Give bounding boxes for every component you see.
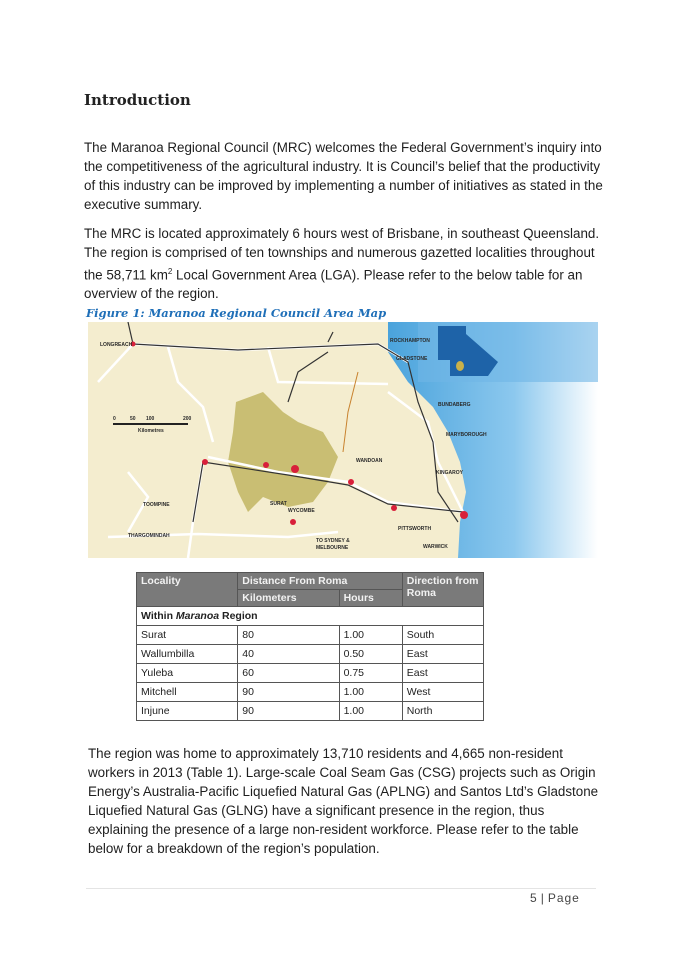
svg-text:PITTSWORTH: PITTSWORTH — [398, 526, 432, 532]
page-number: 5 — [530, 891, 538, 905]
svg-text:MELBOURNE: MELBOURNE — [316, 545, 349, 551]
svg-text:WYCOMBE: WYCOMBE — [288, 508, 315, 514]
svg-text:50: 50 — [130, 416, 136, 422]
page-label: Page — [547, 891, 580, 905]
cell-direction: East — [402, 664, 483, 683]
map-graphic — [88, 322, 598, 558]
page-footer — [530, 891, 580, 905]
population-paragraph: The region was home to approximately 13,710 residents and 4,665 non-resident workers in 2013 (Table 1). Large-scale Coal Seam Gas (CSG) projects such as Origin Energy’s Australia-Pacific Liquefied Natural Gas (APLNG) and Santos Ltd’s Gladstone Liquefied Natural Gas (GLNG) have a significant presence in the region, thus explaining the presence of a large non-resident workforce. Please refer to the table below for a breakdown of the region’s population. — [88, 746, 599, 856]
cell-hours: 1.00 — [339, 626, 402, 645]
svg-text:WANDOAN: WANDOAN — [356, 458, 383, 464]
svg-text:GLADSTONE: GLADSTONE — [396, 356, 428, 362]
svg-text:THARGOMINDAH: THARGOMINDAH — [128, 533, 170, 539]
superscript-2: 2 — [167, 267, 173, 276]
table-row — [137, 683, 484, 702]
figure-caption: Figure 1: Maranoa Regional Council Area Map — [86, 306, 387, 320]
header-distance: Distance From Roma — [238, 573, 402, 590]
table-row — [137, 626, 484, 645]
locality-distance-table — [136, 572, 484, 721]
cell-direction: South — [402, 626, 483, 645]
svg-text:WARWICK: WARWICK — [423, 544, 448, 550]
cell-km: 90 — [238, 702, 339, 721]
footer-divider — [86, 888, 596, 889]
svg-text:TOOMPINE: TOOMPINE — [143, 502, 170, 508]
location-text-part1: The MRC is located approximately 6 hours west of Brisbane, in southeast Queensland. The region is comprised of ten townships and numerous gazetted localities throughout the 58,711 km — [84, 226, 600, 283]
header-hours: Hours — [339, 590, 402, 607]
table-row — [137, 664, 484, 683]
cell-locality: Surat — [137, 626, 238, 645]
intro-paragraph: The Maranoa Regional Council (MRC) welcomes the Federal Government’s inquiry into the competitiveness of the agricultural industry. It is Council’s belief that the productivity of this industry can be improved by implementing a number of initiatives as stated in the executive summary. — [84, 140, 603, 212]
cell-direction: East — [402, 645, 483, 664]
cell-locality: Yuleba — [137, 664, 238, 683]
cell-hours: 1.00 — [339, 702, 402, 721]
cell-hours: 0.50 — [339, 645, 402, 664]
svg-text:200: 200 — [183, 416, 192, 422]
cell-locality: Mitchell — [137, 683, 238, 702]
svg-text:LONGREACH: LONGREACH — [100, 342, 133, 348]
regional-area-map — [88, 322, 598, 558]
cell-hours: 1.00 — [339, 683, 402, 702]
svg-text:KINGAROY: KINGAROY — [436, 470, 463, 476]
cell-hours: 0.75 — [339, 664, 402, 683]
cell-direction: West — [402, 683, 483, 702]
header-direction: Direction from Roma — [402, 573, 483, 607]
svg-text:100: 100 — [146, 416, 155, 422]
cell-locality: Injune — [137, 702, 238, 721]
svg-text:TO SYDNEY &: TO SYDNEY & — [316, 538, 350, 544]
section-row — [137, 607, 484, 626]
cell-km: 80 — [238, 626, 339, 645]
table-row — [137, 702, 484, 721]
svg-text:MARYBOROUGH: MARYBOROUGH — [446, 432, 487, 438]
svg-text:Kilometres: Kilometres — [138, 428, 164, 434]
footer-separator: | — [540, 891, 545, 905]
cell-km: 40 — [238, 645, 339, 664]
location-text-part2: Local Government Area (LGA). Please refer to the below table for an overview of the region. — [84, 267, 583, 302]
cell-direction: North — [402, 702, 483, 721]
header-locality: Locality — [137, 573, 238, 607]
svg-text:BUNDABERG: BUNDABERG — [438, 402, 471, 408]
svg-text:ROCKHAMPTON: ROCKHAMPTON — [390, 338, 430, 344]
section-region-name: Maranoa — [175, 610, 220, 622]
cell-locality: Wallumbilla — [137, 645, 238, 664]
location-paragraph — [84, 224, 604, 303]
cell-km: 90 — [238, 683, 339, 702]
section-suffix: Region — [219, 610, 258, 622]
svg-text:SURAT: SURAT — [270, 501, 287, 507]
svg-text:0: 0 — [113, 416, 116, 422]
section-prefix: Within — [141, 610, 176, 622]
cell-km: 60 — [238, 664, 339, 683]
table-row — [137, 645, 484, 664]
section-heading: Introduction — [84, 91, 191, 109]
header-kilometers: Kilometers — [238, 590, 339, 607]
